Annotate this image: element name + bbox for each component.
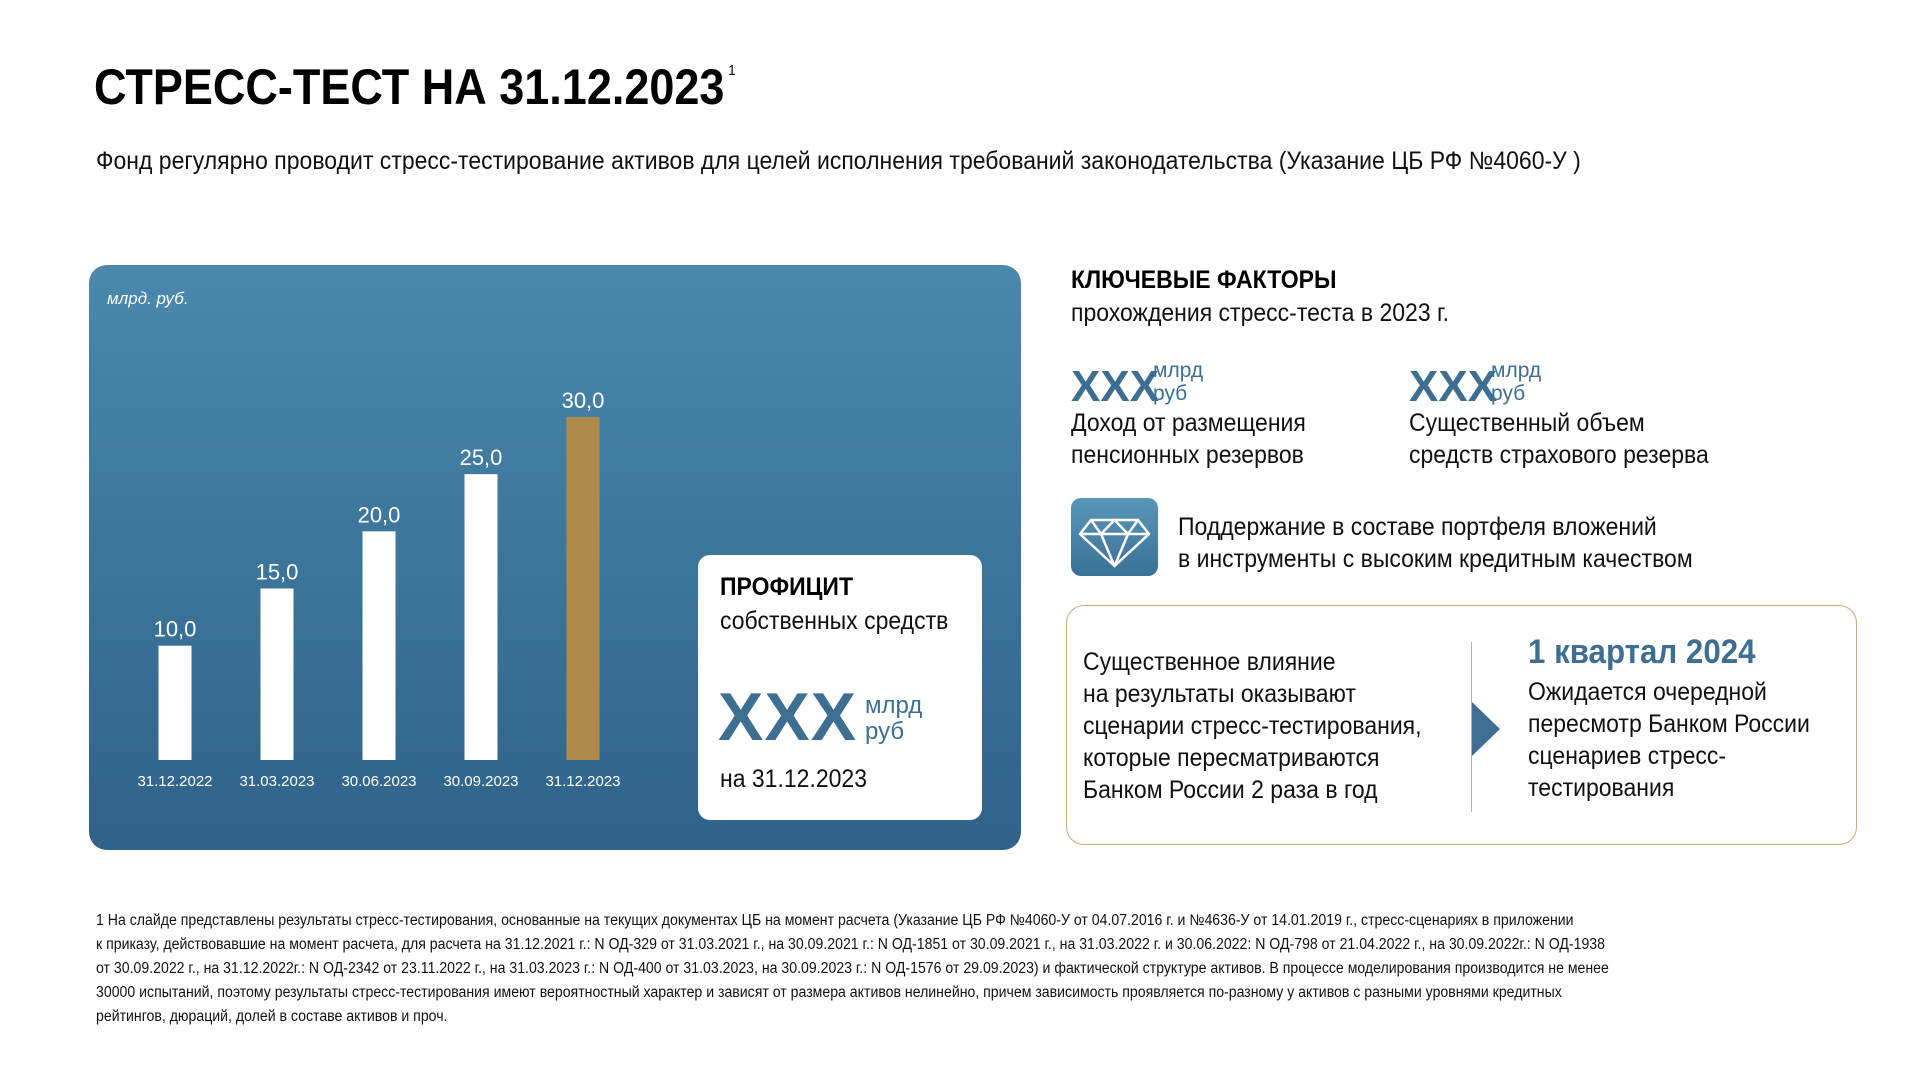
- next-review-title: 1 квартал 2024: [1528, 633, 1756, 671]
- footnote: [96, 909, 1609, 1029]
- factor-unit: [1153, 359, 1203, 405]
- factor-value: XXX: [1409, 362, 1498, 411]
- scenario-impact-text: [1083, 646, 1422, 806]
- page-subtitle: Фонд регулярно проводит стресс-тестирование активов для целей исполнения требований законодательства (Указание ЦБ РФ №4060-У ): [96, 147, 1581, 175]
- review-line: пересмотр Банком России: [1528, 710, 1810, 738]
- review-line: сценариев стресс-: [1528, 742, 1727, 770]
- footnote-line: 1 На слайде представлены результаты стресс-тестирования, основанные на текущих документах ЦБ на момент расчета (Указание ЦБ РФ №4060-У от 04.07.2016 г. и №4636-У от 14.01.2019 г., стресс-сценариях в приложении: [96, 912, 1574, 929]
- review-line: тестирования: [1528, 774, 1675, 802]
- impact-line: которые пересматриваются: [1083, 744, 1380, 772]
- arrow-right-icon: [1472, 702, 1502, 756]
- title-footnote-mark: 1: [728, 62, 736, 79]
- surplus-unit-line1: млрд: [865, 692, 923, 719]
- diamond-description: [1178, 511, 1693, 575]
- factor-unit-line2: руб: [1153, 382, 1188, 405]
- chart-unit-label: млрд. руб.: [107, 289, 189, 308]
- scenario-info-box: [1066, 605, 1857, 845]
- bar-value-label: 20,0: [357, 502, 401, 528]
- surplus-unit: [865, 693, 922, 745]
- bar-31.12.2023: [567, 417, 600, 760]
- surplus-subtitle: собственных средств: [720, 607, 949, 635]
- key-factors-title: КЛЮЧЕВЫЕ ФАКТОРЫ: [1071, 266, 1337, 294]
- bar-value-label: 15,0: [255, 559, 299, 585]
- factor-value: XXX: [1071, 362, 1160, 411]
- factor-unit: [1491, 359, 1541, 405]
- factor-desc-line1: Доход от размещения: [1071, 409, 1306, 437]
- category-label: 31.12.2023: [545, 773, 621, 790]
- impact-line: Существенное влияние: [1083, 648, 1336, 676]
- impact-line: сценарии стресс-тестирования,: [1083, 712, 1422, 740]
- category-label: 30.06.2023: [341, 773, 417, 790]
- category-label: 30.09.2023: [443, 773, 519, 790]
- surplus-unit-line2: руб: [865, 718, 905, 745]
- category-label: 31.12.2022: [137, 773, 213, 790]
- factor-description: [1071, 407, 1306, 471]
- diamond-icon: [1071, 498, 1158, 576]
- key-factors-subtitle: прохождения стресс-теста в 2023 г.: [1071, 299, 1449, 327]
- page-title: СТРЕСС-ТЕСТ НА 31.12.2023 $^1$: [94, 59, 736, 115]
- surplus-card: [698, 555, 982, 820]
- factor-unit-line2: руб: [1491, 382, 1526, 405]
- bar-30.06.2023: [363, 531, 396, 760]
- next-review-text: [1528, 676, 1810, 804]
- chart-panel: [89, 265, 1021, 850]
- surplus-title: ПРОФИЦИТ: [720, 573, 854, 601]
- bar-value-label: 25,0: [459, 445, 503, 471]
- bar-31.03.2023: [261, 589, 294, 761]
- category-label: 31.03.2023: [239, 773, 315, 790]
- bar-31.12.2022: [159, 646, 192, 760]
- footnote-line: 30000 испытаний, поэтому результаты стресс-тестирования имеют вероятностный характер и зависят от размера активов нелинейно, причем зависимость проявляется по-разному у активов с разными уровнями кредитных: [96, 984, 1562, 1001]
- diamond-desc-line2: в инструменты с высоким кредитным качеством: [1178, 545, 1693, 573]
- impact-line: на результаты оказывают: [1083, 680, 1356, 708]
- footnote-line: к приказу, действовавшие на момент расчета, для расчета на 31.12.2021 г.: N ОД-329 от 31.03.2021 г., на 30.09.2021 г.: N ОД-1851 от 30.09.2021 г., на 31.03.2022 г. и 30.06.2022: N ОД-798 от 21.04.2022 г., на 30.09.2022г.: N ОД-1938: [96, 936, 1606, 953]
- surplus-date: на 31.12.2023: [720, 765, 867, 793]
- surplus-value: XXX: [718, 679, 858, 755]
- bar-value-label: 30,0: [561, 388, 605, 413]
- factor-desc-line2: средств страхового резерва: [1409, 441, 1709, 469]
- factor-unit-line1: млрд: [1153, 359, 1204, 382]
- factor-description: [1409, 407, 1709, 471]
- bar-30.09.2023: [465, 474, 498, 760]
- footnote-line: от 30.09.2022 г., на 31.12.2022г.: N ОД-2342 от 23.11.2022 г., на 31.03.2023 г.: N ОД-400 от 31.03.2023, на 30.09.2023 г.: N ОД-1576 от 29.09.2023) и фактической структуре активов. В процессе моделирования производится не менее: [96, 960, 1609, 977]
- factor-unit-line1: млрд: [1491, 359, 1542, 382]
- footnote-line: рейтингов, дюраций, долей в составе активов и проч.: [96, 1008, 448, 1025]
- review-line: Ожидается очередной: [1528, 678, 1767, 706]
- diamond-desc-line1: Поддержание в составе портфеля вложений: [1178, 513, 1657, 541]
- factor-desc-line1: Существенный объем: [1409, 409, 1645, 437]
- impact-line: Банком России 2 раза в год: [1083, 776, 1378, 804]
- bar-value-label: 10,0: [153, 616, 197, 642]
- factor-desc-line2: пенсионных резервов: [1071, 441, 1304, 469]
